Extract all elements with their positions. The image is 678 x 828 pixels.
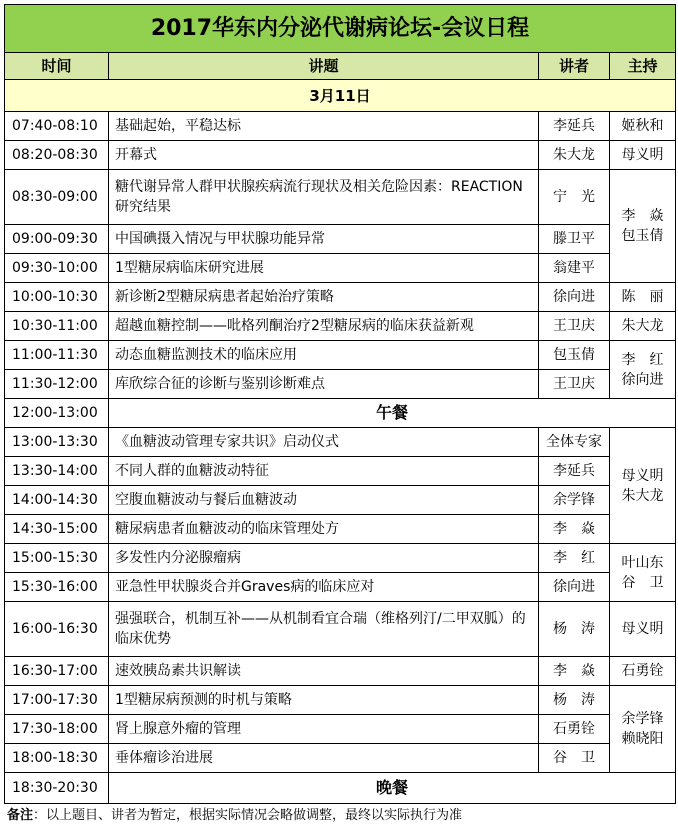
header-row [5, 53, 676, 80]
host-name: 朱大龙 [621, 487, 664, 504]
meal-break: 午餐 [109, 399, 676, 428]
session-time: 12:00-13:00 [5, 399, 109, 428]
session-speaker: 包玉倩 [539, 341, 610, 370]
session-row [5, 686, 676, 715]
session-speaker: 杨 涛 [539, 602, 610, 657]
host-name: 谷 卫 [621, 574, 664, 591]
session-speaker: 徐向进 [539, 283, 610, 312]
footnote-label: 备注 [7, 808, 34, 823]
session-row [5, 602, 676, 657]
session-time: 15:00-15:30 [5, 544, 109, 573]
footnote [7, 804, 462, 823]
session-speaker: 余学锋 [539, 486, 610, 515]
session-time: 16:00-16:30 [5, 602, 109, 657]
session-row [5, 312, 676, 341]
session-topic: 中国碘摄入情况与甲状腺功能异常 [109, 225, 539, 254]
header-time: 时间 [5, 53, 109, 80]
session-speaker: 杨 涛 [539, 686, 610, 715]
session-row [5, 515, 676, 544]
host-name: 叶山东 [621, 554, 664, 571]
session-host [610, 341, 676, 399]
session-row [5, 112, 676, 141]
session-topic: 基础起始，平稳达标 [109, 112, 539, 141]
session-row [5, 657, 676, 686]
session-time: 13:00-13:30 [5, 428, 109, 457]
session-host [610, 112, 676, 141]
session-topic: 超越血糖控制——吡格列酮治疗2型糖尿病的临床获益新观 [109, 312, 539, 341]
meal-break: 晚餐 [109, 773, 676, 804]
host-name: 石勇铨 [621, 663, 664, 679]
session-topic: 1型糖尿病临床研究进展 [109, 254, 539, 283]
session-time: 08:30-09:00 [5, 170, 109, 225]
session-host [610, 312, 676, 341]
host-name: 包玉倩 [621, 228, 664, 244]
session-host [610, 602, 676, 657]
session-host [610, 283, 676, 312]
session-row [5, 428, 676, 457]
session-speaker: 李 焱 [539, 515, 610, 544]
session-speaker: 翁建平 [539, 254, 610, 283]
session-time: 16:30-17:00 [5, 657, 109, 686]
header-topic: 讲题 [109, 53, 539, 80]
session-row [5, 170, 676, 225]
session-row [5, 141, 676, 170]
session-time: 09:30-10:00 [5, 254, 109, 283]
schedule-table [4, 4, 676, 804]
session-row [5, 744, 676, 773]
session-speaker: 李延兵 [539, 457, 610, 486]
host-name: 陈 丽 [621, 289, 664, 305]
session-topic: 1型糖尿病预测的时机与策略 [109, 686, 539, 715]
session-speaker: 宁 光 [539, 170, 610, 225]
session-topic: 亚急性甲状腺炎合并Graves病的临床应对 [109, 573, 539, 602]
footnote-text: ：以上题目、讲者为暂定，根据实际情况会略做调整，最终以实际执行为准 [33, 808, 463, 823]
session-host [610, 686, 676, 773]
session-row [5, 573, 676, 602]
header-speaker: 讲者 [539, 53, 610, 80]
host-name: 姬秋和 [621, 118, 664, 134]
session-speaker: 徐向进 [539, 573, 610, 602]
host-name: 徐向进 [621, 371, 664, 388]
session-topic: 速效胰岛素共识解读 [109, 657, 539, 686]
session-topic: 糖尿病患者血糖波动的临床管理处方 [109, 515, 539, 544]
session-time: 09:00-09:30 [5, 225, 109, 254]
session-host [610, 141, 676, 170]
session-topic: 不同人群的血糖波动特征 [109, 457, 539, 486]
session-topic: 新诊断2型糖尿病患者起始治疗策略 [109, 283, 539, 312]
session-time: 10:30-11:00 [5, 312, 109, 341]
session-time: 11:30-12:00 [5, 370, 109, 399]
session-row [5, 715, 676, 744]
session-time: 07:40-08:10 [5, 112, 109, 141]
session-row [5, 254, 676, 283]
session-time: 14:00-14:30 [5, 486, 109, 515]
session-speaker: 李延兵 [539, 112, 610, 141]
session-row [5, 544, 676, 573]
title-row [5, 5, 676, 53]
session-topic: 《血糖波动管理专家共识》启动仪式 [109, 428, 539, 457]
session-host [610, 428, 676, 544]
schedule-title: 2017华东内分泌代谢病论坛-会议日程 [5, 5, 676, 53]
session-time: 17:00-17:30 [5, 686, 109, 715]
session-speaker: 谷 卫 [539, 744, 610, 773]
session-speaker: 李 红 [539, 544, 610, 573]
session-time: 14:30-15:00 [5, 515, 109, 544]
session-speaker: 朱大龙 [539, 141, 610, 170]
session-time: 10:00-10:30 [5, 283, 109, 312]
session-topic: 垂体瘤诊治进展 [109, 744, 539, 773]
session-topic: 多发性内分泌腺瘤病 [109, 544, 539, 573]
session-row [5, 773, 676, 804]
session-speaker: 王卫庆 [539, 312, 610, 341]
session-time: 13:30-14:00 [5, 457, 109, 486]
host-name: 李 红 [621, 351, 664, 368]
session-topic: 强强联合，机制互补——从机制看宜合瑞（维格列汀/二甲双胍）的临床优势 [109, 602, 539, 657]
session-topic: 空腹血糖波动与餐后血糖波动 [109, 486, 539, 515]
session-topic: 库欣综合征的诊断与鉴别诊断难点 [109, 370, 539, 399]
session-host [610, 170, 676, 283]
session-time: 11:00-11:30 [5, 341, 109, 370]
session-time: 17:30-18:00 [5, 715, 109, 744]
session-time: 08:20-08:30 [5, 141, 109, 170]
session-row [5, 341, 676, 370]
session-row [5, 283, 676, 312]
date-label: 3月11日 [5, 80, 676, 112]
session-row [5, 457, 676, 486]
session-row [5, 370, 676, 399]
session-topic: 动态血糖监测技术的临床应用 [109, 341, 539, 370]
session-topic: 糖代谢异常人群甲状腺疾病流行现状及相关危险因素：REACTION研究结果 [109, 170, 539, 225]
session-time: 18:30-20:30 [5, 773, 109, 804]
host-name: 赖晓阳 [621, 731, 664, 747]
session-host [610, 544, 676, 602]
session-topic: 肾上腺意外瘤的管理 [109, 715, 539, 744]
session-speaker: 全体专家 [539, 428, 610, 457]
host-name: 李 焱 [621, 208, 664, 224]
session-speaker: 石勇铨 [539, 715, 610, 744]
session-speaker: 滕卫平 [539, 225, 610, 254]
host-name: 母义明 [621, 467, 664, 484]
session-row [5, 486, 676, 515]
date-row [5, 80, 676, 112]
session-row [5, 399, 676, 428]
session-row [5, 225, 676, 254]
session-host [610, 657, 676, 686]
session-topic: 开幕式 [109, 141, 539, 170]
header-host: 主持 [610, 53, 676, 80]
session-speaker: 李 焱 [539, 657, 610, 686]
session-time: 18:00-18:30 [5, 744, 109, 773]
host-name: 母义明 [621, 147, 664, 163]
host-name: 朱大龙 [621, 318, 664, 334]
session-speaker: 王卫庆 [539, 370, 610, 399]
host-name: 余学锋 [621, 711, 664, 727]
host-name: 母义明 [621, 621, 664, 637]
session-time: 15:30-16:00 [5, 573, 109, 602]
